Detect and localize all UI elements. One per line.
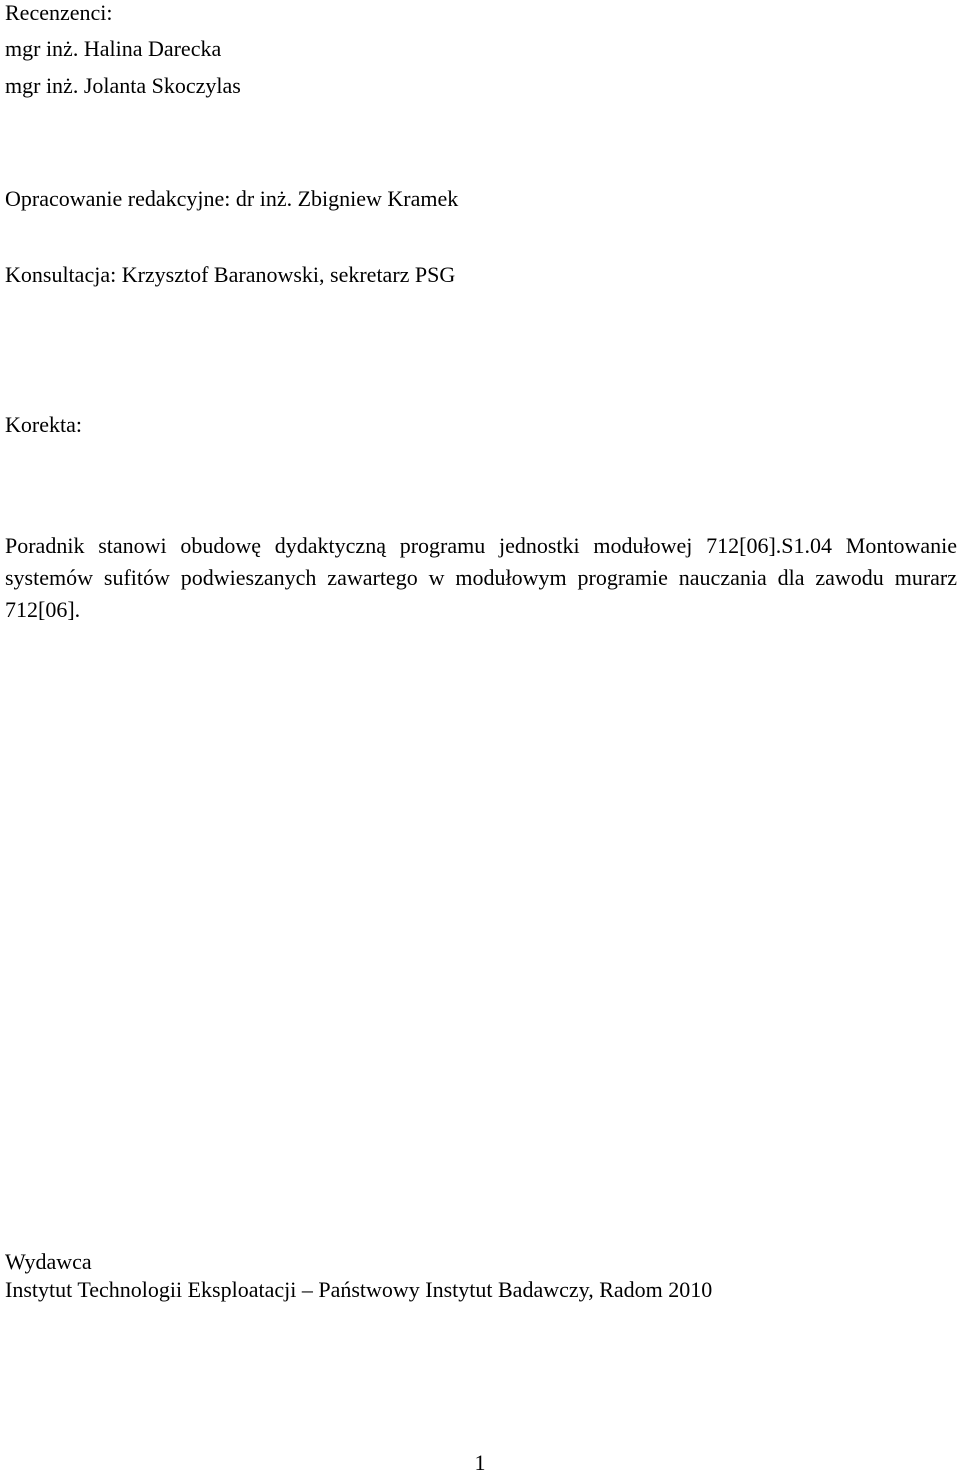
guide-description: Poradnik stanowi obudowę dydaktyczną programu jednostki modułowej 712[06].S1.04 Montowanie systemów sufitów podwieszanych zawartego w modułowym programie nauczania dla zawodu murarz 712[06]. — [5, 533, 957, 622]
publisher-name: Instytut Technologii Eksploatacji – Państwowy Instytut Badawczy, Radom 2010 — [5, 1277, 713, 1302]
editorial-credit: Opracowanie redakcyjne: dr inż. Zbigniew Kramek — [5, 186, 459, 211]
reviewer-name: mgr inż. Jolanta Skoczylas — [5, 73, 241, 98]
page-number: 1 — [474, 1450, 486, 1475]
reviewers-heading: Recenzenci: — [5, 0, 113, 25]
proofreading-credit: Korekta: — [5, 412, 82, 437]
reviewer-name: mgr inż. Halina Darecka — [5, 36, 222, 61]
consultation-credit: Konsultacja: Krzysztof Baranowski, sekretarz PSG — [5, 262, 456, 287]
publisher-heading: Wydawca — [5, 1249, 92, 1274]
